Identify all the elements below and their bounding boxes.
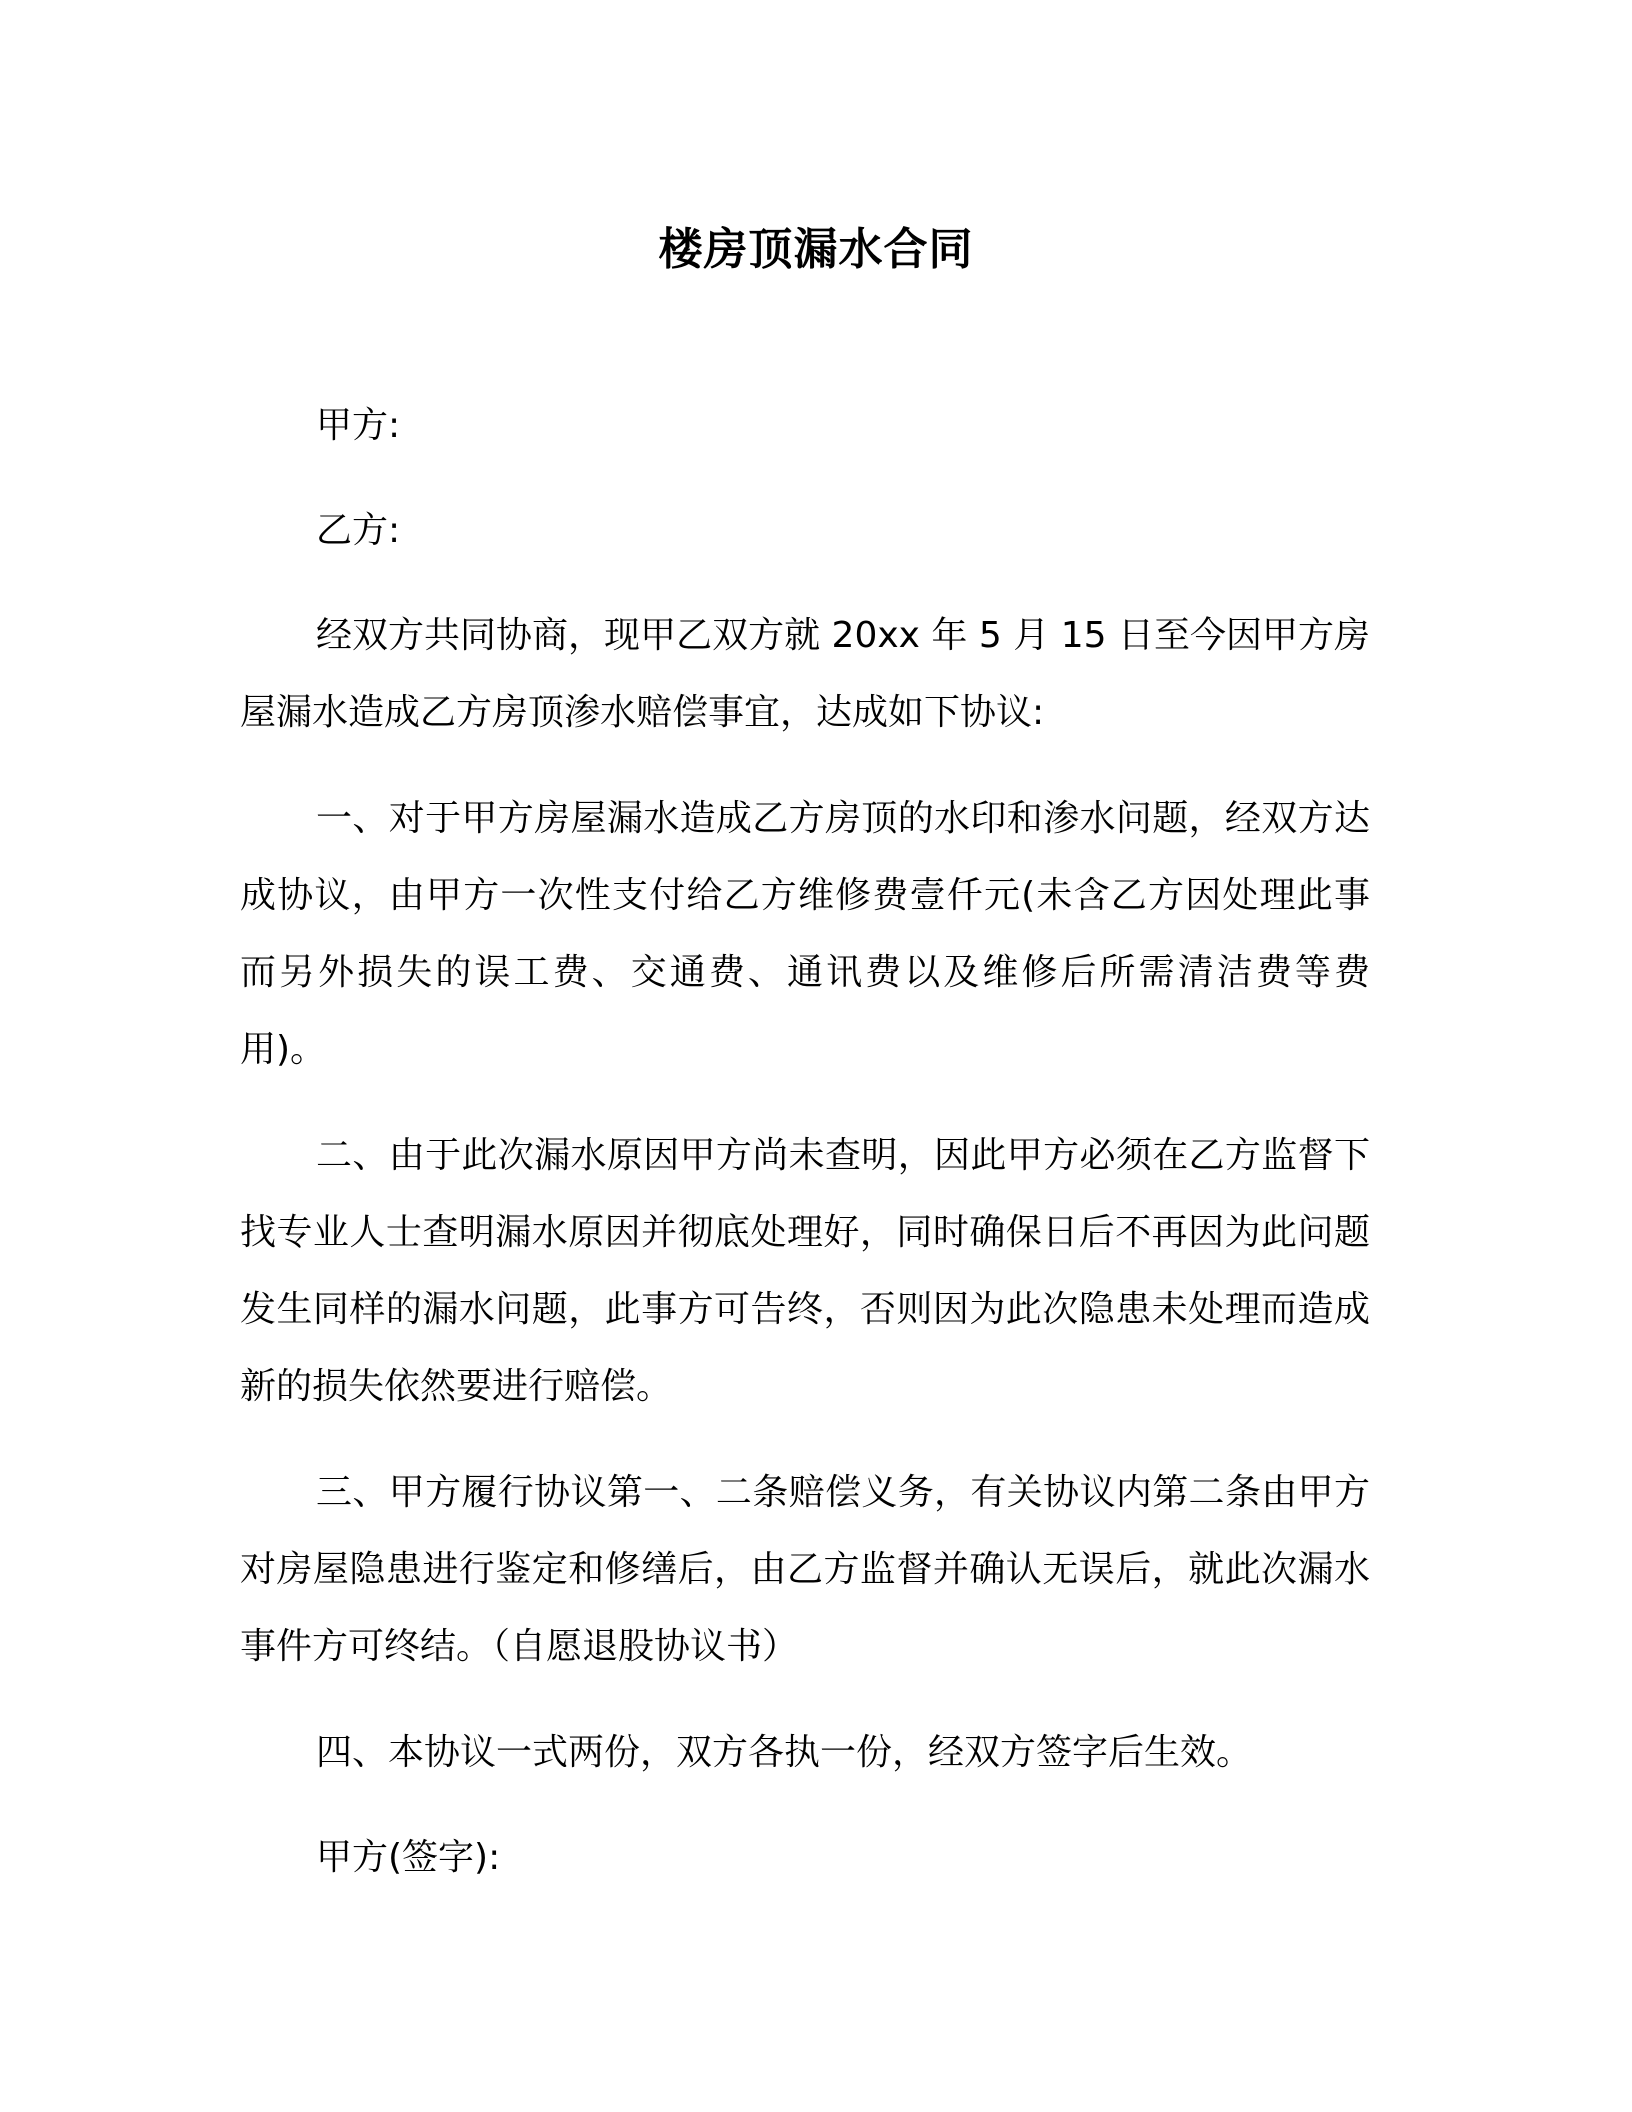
clause-2-paragraph: 二、由于此次漏水原因甲方尚未查明，因此甲方必须在乙方监督下找专业人士查明漏水原因并彻底处理好，同时确保日后不再因为此问题发生同样的漏水问题，此事方可告终，否则因为此次隐患未处理而造成新的损失依然要进行赔偿。 [240,1135,1370,1407]
party-a-signature-label: 甲方(签字): [316,1837,501,1878]
clause-4-paragraph: 四、本协议一式两份，双方各执一份，经双方签字后生效。 [316,1732,1253,1773]
clause-3-paragraph: 三、甲方履行协议第一、二条赔偿义务，有关协议内第二条由甲方对房屋隐患进行鉴定和修缮后，由乙方监督并确认无误后，就此次漏水事件方可终结。（自愿退股协议书） [240,1472,1370,1667]
party-a-label: 甲方: [316,405,401,446]
document-title: 楼房顶漏水合同 [658,224,974,275]
intro-paragraph: 经双方共同协商，现甲乙双方就 20xx 年 5 月 15 日至今因甲方房屋漏水造成乙方房顶渗水赔偿事宜，达成如下协议: [240,615,1370,733]
clause-1-paragraph: 一、对于甲方房屋漏水造成乙方房顶的水印和渗水问题，经双方达成协议，由甲方一次性支付给乙方维修费壹仟元(未含乙方因处理此事而另外损失的误工费、交通费、通讯费以及维修后所需清洁费等费用)。 [240,798,1370,1070]
party-b-label: 乙方: [316,510,401,551]
